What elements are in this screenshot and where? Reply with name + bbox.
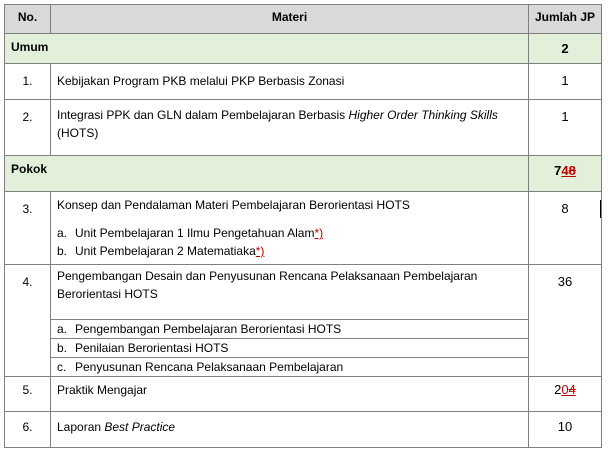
row-text: Praktik Mengajar xyxy=(51,377,529,412)
row-text: Integrasi PPK dan GLN dalam Pembelajaran Berbasis Higher Order Thinking Skills (HOTS) xyxy=(51,100,529,156)
group-label-umum: Umum xyxy=(5,34,529,64)
list-item: a. Pengembangan Pembelajaran Berorientasi HOTS xyxy=(5,320,602,339)
list-item: b. Unit Pembelajaran 2 Matematiaka*) xyxy=(57,244,265,258)
row-text: Kebijakan Program PKB melalui PKP Berbasis Zonasi xyxy=(51,64,529,100)
group-row-pokok xyxy=(5,156,602,192)
table-row: 2. Integrasi PPK dan GLN dalam Pembelajaran Berbasis Higher Order Thinking Skills (HOTS) 1 xyxy=(5,100,602,156)
row-text: Pengembangan Desain dan Penyusunan Rencana Pelaksanaan Pembelajaran Berorientasi HOTS xyxy=(51,265,529,320)
header-jumlah-jp: Jumlah JP xyxy=(529,5,602,34)
text-cursor xyxy=(600,200,601,218)
group-jp-pokok: 748 xyxy=(529,156,602,192)
group-jp-umum: 2 xyxy=(529,34,602,64)
row-text: Laporan Best Practice xyxy=(51,412,529,448)
curriculum-table xyxy=(4,4,602,448)
table-header-row xyxy=(5,5,602,34)
table-row: 5. Praktik Mengajar 204 xyxy=(5,377,602,412)
header-no: No. xyxy=(5,5,51,34)
table-row: 4. Pengembangan Desain dan Penyusunan Rencana Pelaksanaan Pembelajaran Berorientasi HOTS 36 xyxy=(5,265,602,320)
list-item: b. Penilaian Berorientasi HOTS xyxy=(5,339,602,358)
list-item: c. Penyusunan Rencana Pelaksanaan Pembelajaran xyxy=(5,358,602,377)
group-label-pokok: Pokok xyxy=(5,156,529,192)
table-row: 3. Konsep dan Pendalaman Materi Pembelajaran Berorientasi HOTS a. Unit Pembelajaran 1 Ilmu Pengetahuan Alam*) b. Unit Pembelajaran 2 Matematiaka*) 8 xyxy=(5,192,602,265)
table-row: 6. Laporan Best Practice 10 xyxy=(5,412,602,448)
table-row: 1. Kebijakan Program PKB melalui PKP Berbasis Zonasi 1 xyxy=(5,64,602,100)
list-item: a. Unit Pembelajaran 1 Ilmu Pengetahuan Alam*) xyxy=(57,226,324,240)
row-text: Konsep dan Pendalaman Materi Pembelajaran Berorientasi HOTS a. Unit Pembelajaran 1 Ilmu Pengetahuan Alam*) b. Unit Pembelajaran 2 Matematiaka*) xyxy=(51,192,529,265)
header-materi: Materi xyxy=(51,5,529,34)
group-row-umum xyxy=(5,34,602,64)
